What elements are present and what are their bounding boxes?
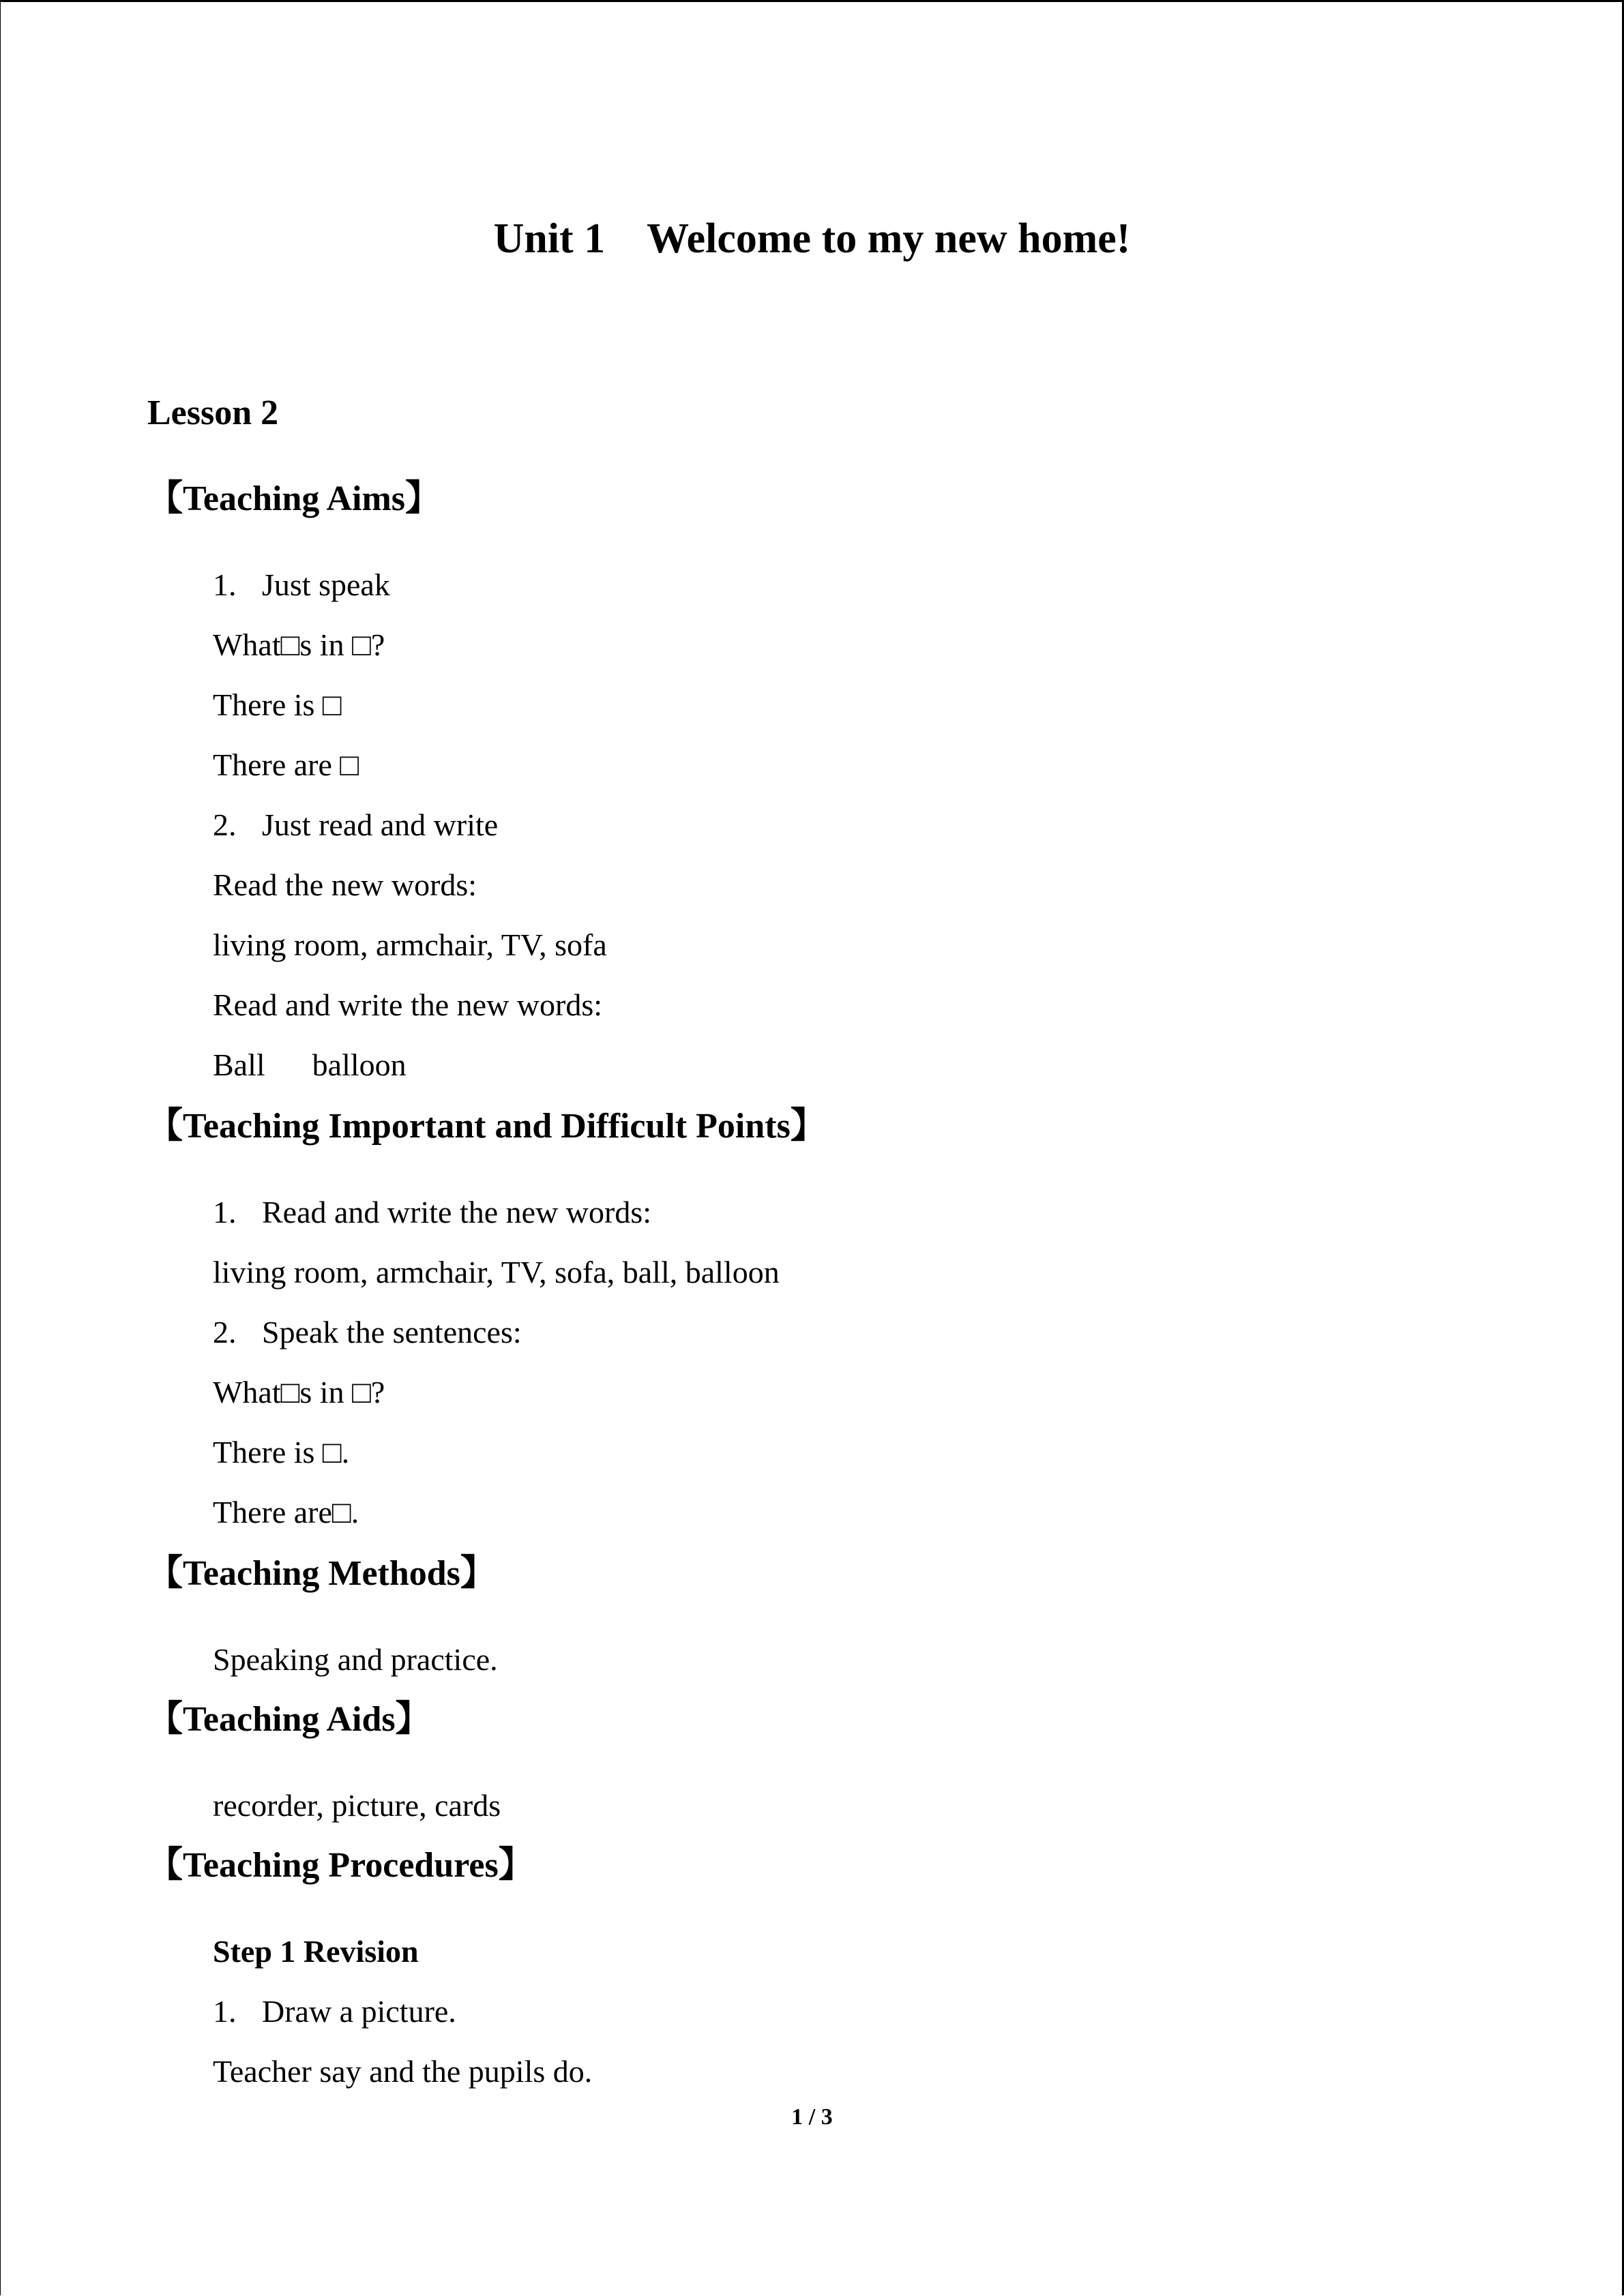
points-line: There is □. bbox=[213, 1435, 350, 1470]
aims-line: Read the new words: bbox=[213, 867, 477, 902]
document-title: Unit 1 Welcome to my new home! bbox=[493, 215, 1131, 262]
aims-line: What□s in □? bbox=[213, 627, 385, 662]
list-text: Draw a picture. bbox=[262, 1994, 456, 2029]
points-item-2 bbox=[213, 1312, 522, 1353]
list-text: Speak the sentences: bbox=[262, 1315, 522, 1350]
points-line: living room, armchair, TV, sofa, ball, balloon bbox=[213, 1255, 780, 1289]
aims-line: Ball balloon bbox=[213, 1047, 407, 1082]
list-text: Just read and write bbox=[262, 807, 499, 842]
aims-line: living room, armchair, TV, sofa bbox=[213, 927, 607, 962]
section-heading-procedures: 【Teaching Procedures】 bbox=[147, 1846, 534, 1885]
points-line: What□s in □? bbox=[213, 1375, 385, 1410]
list-number: 2. bbox=[213, 807, 237, 842]
procedures-line: Teacher say and the pupils do. bbox=[213, 2054, 593, 2089]
section-heading-points: 【Teaching Important and Difficult Points】 bbox=[147, 1107, 826, 1146]
list-text: Just speak bbox=[262, 567, 390, 602]
section-heading-aims: 【Teaching Aims】 bbox=[147, 479, 441, 518]
list-number: 1. bbox=[213, 1994, 237, 2029]
list-number: 1. bbox=[213, 1195, 237, 1229]
aims-item-1 bbox=[213, 565, 390, 606]
methods-text: Speaking and practice. bbox=[213, 1642, 498, 1677]
list-number: 2. bbox=[213, 1315, 237, 1350]
page-number: 1 / 3 bbox=[791, 2104, 833, 2130]
points-item-1 bbox=[213, 1192, 651, 1233]
lesson-heading: Lesson 2 bbox=[147, 393, 279, 432]
aims-line: There are □ bbox=[213, 747, 359, 782]
list-number: 1. bbox=[213, 567, 237, 602]
step-heading: Step 1 Revision bbox=[213, 1934, 419, 1969]
aims-item-2 bbox=[213, 805, 498, 846]
procedures-item-1 bbox=[213, 1991, 456, 2032]
aims-line: There is □ bbox=[213, 687, 342, 722]
points-line: There are□. bbox=[213, 1495, 359, 1530]
aims-line: Read and write the new words: bbox=[213, 987, 603, 1022]
section-heading-aids: 【Teaching Aids】 bbox=[147, 1700, 431, 1739]
list-text: Read and write the new words: bbox=[262, 1195, 652, 1229]
section-heading-methods: 【Teaching Methods】 bbox=[147, 1554, 496, 1593]
aids-text: recorder, picture, cards bbox=[213, 1788, 501, 1823]
